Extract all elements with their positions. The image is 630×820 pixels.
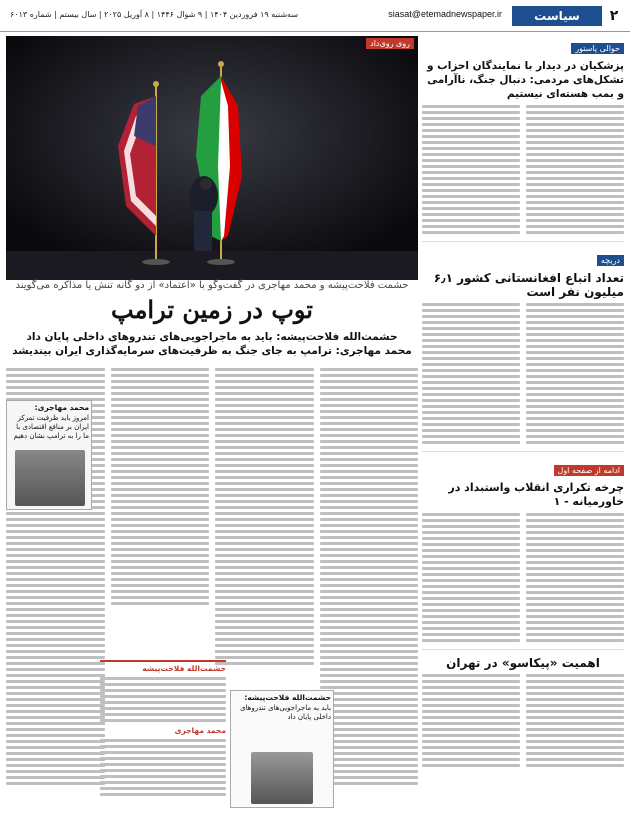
article-body bbox=[526, 674, 624, 770]
lead-subhead bbox=[6, 330, 418, 358]
quote-name: حشمت‌الله فلاحت‌پیشه: bbox=[244, 693, 331, 702]
summary-lines bbox=[100, 739, 226, 796]
article-body bbox=[422, 105, 520, 237]
article-revolution-cycle[interactable] bbox=[422, 458, 624, 650]
page-header bbox=[0, 0, 630, 32]
summary-title-2: محمد مهاجری bbox=[174, 726, 226, 735]
article-title[interactable]: اهمیت «پیکاسو» در تهران bbox=[446, 656, 600, 670]
right-column bbox=[422, 36, 624, 814]
article-pezeshkian[interactable] bbox=[422, 36, 624, 242]
bio-caption: امروز باید ظرفیت تمرکز ایران بر منافع اقتصادی با ما را به ترامپ نشان دهیم bbox=[13, 414, 89, 440]
article-label: دریچه bbox=[597, 255, 624, 266]
article-picasso[interactable] bbox=[422, 656, 624, 770]
article-body bbox=[526, 105, 624, 237]
quote-box bbox=[230, 690, 334, 808]
article-body bbox=[422, 513, 520, 645]
portrait-photo bbox=[251, 752, 313, 804]
site-url[interactable]: siasat@etemadnewspaper.ir bbox=[388, 9, 502, 19]
article-title[interactable]: تعداد اتباع افغانستانی کشور ۶٫۱ میلیون نفر است bbox=[433, 271, 624, 299]
article-body bbox=[422, 674, 520, 770]
article-title[interactable]: چرخه تکراری انقلاب واستبداد در خاورمیانه - ۱ bbox=[448, 481, 624, 508]
body-column bbox=[320, 368, 419, 814]
article-label: حوالی پاستور bbox=[571, 43, 624, 54]
article-body bbox=[422, 303, 520, 447]
bio-name: محمد مهاجری: bbox=[34, 403, 89, 412]
article-body bbox=[526, 513, 624, 645]
photo-tag: روی روی‌داد bbox=[366, 38, 414, 49]
lead-photo bbox=[6, 36, 418, 280]
article-body bbox=[526, 303, 624, 447]
page-number: ۲ bbox=[609, 8, 619, 24]
lead-overline: حشمت فلاحت‌پیشه و محمد مهاجری در گفت‌وگو با «اعتماد» از دو گانه تنش یا مذاکره می‌گویند bbox=[15, 280, 409, 291]
summary-lines bbox=[100, 677, 226, 722]
dateline: سه‌شنبه ۱۹ فروردین ۱۴۰۴ | ۹ شوال ۱۴۴۶ | ۸ آوریل ۲۰۲۵ | سال بیستم | شماره ۶۰۱۳ bbox=[10, 10, 299, 19]
subhead-line-2: محمد مهاجری: ترامپ به جای جنگ به ظرفیت‌های سرمایه‌گذاری ایران بیندیشد bbox=[12, 345, 412, 357]
bio-box bbox=[6, 400, 92, 510]
summary-box bbox=[100, 660, 226, 810]
section-title: سیاست bbox=[512, 6, 602, 26]
article-label: ادامه از صفحه اول bbox=[554, 465, 625, 476]
subhead-line-1: حشمت‌الله فلاحت‌پیشه: باید به ماجراجویی‌های تندروهای داخلی پایان داد bbox=[26, 331, 398, 343]
quote-text: باید به ماجراجویی‌های تندروهای داخلی پایان داد bbox=[240, 704, 331, 721]
summary-title-1: حشمت‌الله فلاحت‌پیشه bbox=[142, 664, 226, 673]
portrait-photo bbox=[15, 450, 85, 506]
flags-illustration bbox=[6, 36, 418, 280]
article-afghan-nationals[interactable] bbox=[422, 248, 624, 452]
article-title[interactable]: پزشکیان در دیدار با نمایندگان احزاب و تشکل‌های مردمی: دنبال جنگ، نا‌آرامی و بمب هسته‌ای نیستیم bbox=[427, 60, 624, 100]
lead-headline[interactable]: توپ در زمین ترامپ bbox=[111, 295, 313, 324]
